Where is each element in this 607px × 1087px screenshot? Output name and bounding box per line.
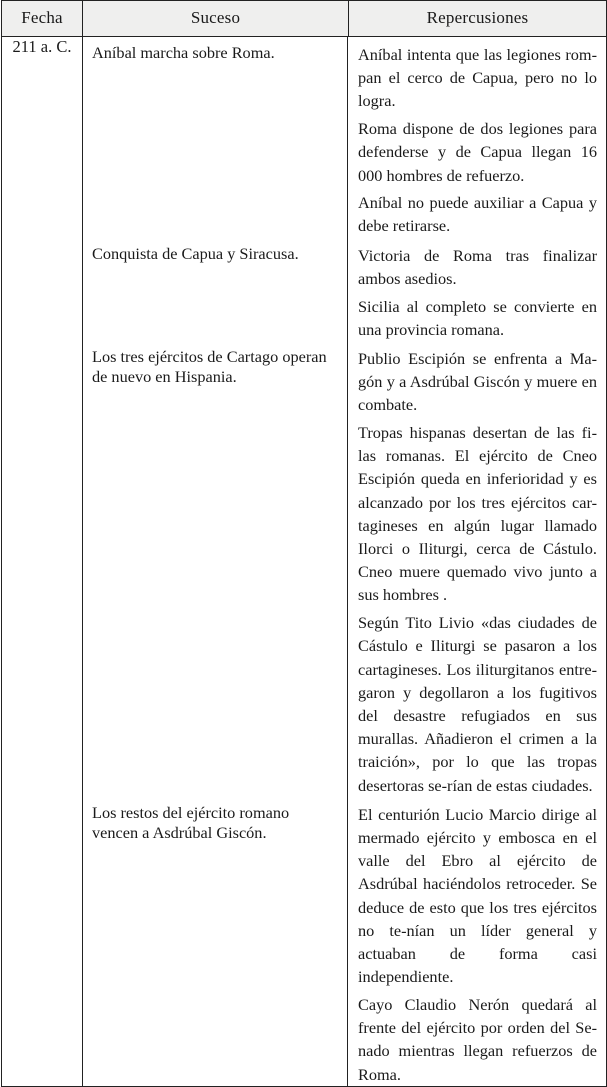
- event-group: [83, 341, 606, 797]
- event-description-text: Los restos del ejército romano vencen a Asdrúbal Giscón.: [92, 802, 290, 843]
- effect-paragraph: Cayo Claudio Nerón quedará al frente del ejército por orden del Se-nado mientras llegan refuerzos de Roma.: [358, 994, 597, 1084]
- effect-paragraph: Tropas hispanas desertan de las fi-las romanas. El ejército de Cneo Escipión queda en inferioridad y es alcanzado por los tres ejércitos car-tagineses en algún lugar llamado Ilorci o Iliturgi, cerca de Cástulo. Cneo muere quemado vivo junto a sus hombres .: [358, 423, 597, 605]
- event-description-text: Aníbal marcha sobre Roma.: [92, 43, 275, 62]
- event-group-list: [83, 37, 606, 1086]
- effect-paragraph: Sicilia al completo se convierte en una provincia romana.: [358, 296, 597, 339]
- cell-fecha: 211 a. C.: [2, 37, 83, 1087]
- effect-paragraph: Victoria de Roma tras finalizar ambos asedios.: [358, 245, 597, 288]
- event-description-text: Conquista de Capua y Siracusa.: [92, 243, 299, 263]
- effect-paragraph: Aníbal no puede auxiliar a Capua y debe retirarse.: [358, 193, 597, 236]
- table-body: [2, 37, 607, 1087]
- column-header-suceso: Suceso: [83, 1, 349, 37]
- table-row: [2, 37, 607, 1087]
- event-description: [83, 238, 348, 341]
- effect-paragraph: Aníbal intenta que las legiones rom-pan el cerco de Capua, pero no lo logra.: [358, 45, 597, 111]
- cell-events-and-effects: [83, 37, 607, 1087]
- column-header-fecha: Fecha: [2, 1, 83, 37]
- event-description: [83, 797, 348, 1086]
- effect-paragraph: Publio Escipión se enfrenta a Ma-gón y a Asdrúbal Giscón y muere en combate.: [358, 348, 597, 415]
- chronology-table: [1, 0, 607, 1087]
- effect-paragraph: Según Tito Livio «das ciudades de Cástulo e Iliturgi se pasaron a los cartagineses. Los iliturgitanos entre-garon y degollaron a los fugitivos del desastre refugiados en sus murallas. Añadieron el crimen a la traición», por lo que las tropas desertoras se-rían de estas ciudades.: [358, 613, 597, 795]
- table-header: [2, 1, 607, 37]
- event-group: [83, 37, 606, 238]
- effects-list: [348, 37, 606, 238]
- event-description: [83, 341, 348, 797]
- event-description: [83, 37, 348, 238]
- effect-paragraph: El centurión Lucio Marcio dirige al mermado ejército y embosca en el valle del Ebro al ejército de Asdrúbal haciéndolos retroceder. Se deduce de esto que los tres ejércitos no te-nían un líder general y actuaban de forma casi independiente.: [358, 804, 597, 987]
- effects-list: [348, 341, 606, 797]
- event-group: [83, 797, 606, 1086]
- event-description-text: Los tres ejércitos de Cartago operan de nuevo en Hispania.: [92, 346, 327, 387]
- effects-list: [348, 797, 606, 1086]
- history-table-container: [1, 0, 606, 1087]
- effects-list: [348, 238, 606, 341]
- column-header-repercusiones: Repercusiones: [349, 1, 607, 37]
- event-group: [83, 238, 606, 341]
- table-header-row: [2, 1, 607, 37]
- effect-paragraph: Roma dispone de dos legiones para defenderse y de Capua llegan 16 000 hombres de refuerzo.: [358, 119, 597, 185]
